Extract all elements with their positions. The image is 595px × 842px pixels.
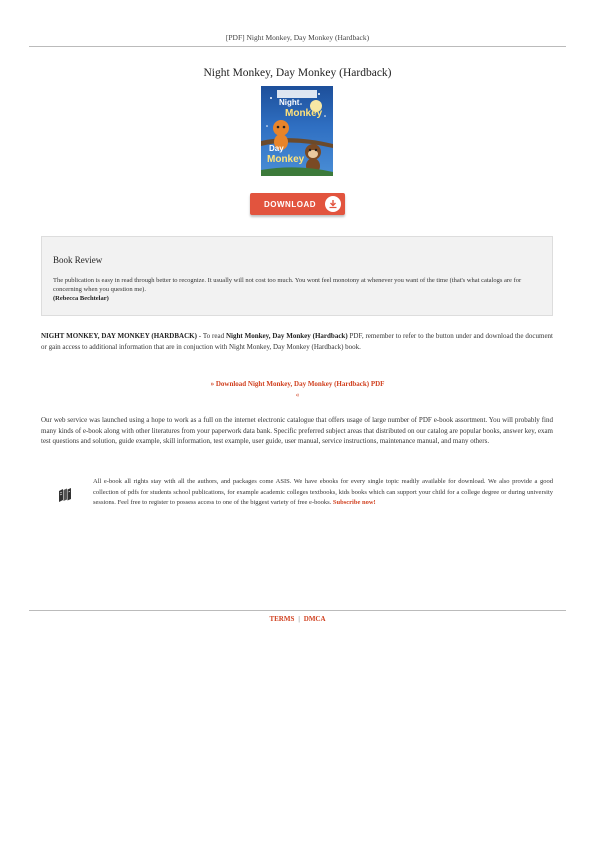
cover-title-line-4: Monkey: [267, 154, 305, 165]
intro-text-2: PDF, remember to refer to the button under and download the document or gain access to additional information that are in conjuction with Night Monkey, Day Monkey (Hardback) book.: [41, 332, 553, 351]
service-paragraph: Our web service was launched using a hope to work as a full on the internet electronic catalogue that offers usage of large number of PDF e-book assortment. You will probably find many kinds of e-book along with other literatures from your paperwork data bank. Specific preferred subject areas that distributed on our catalog are popular books, answer key, exam test questions and solution, guide example, skill information, test example, user guide, user manual, service instructions, maintenance manual, and many others.: [41, 416, 553, 445]
footer-divider: [29, 610, 566, 611]
review-text: The publication is easy in read through better to recognize. It usually will not cost too much. You wont feel monotony at whenever you want of the time (that's what catalogs are for concerning when you question me).: [53, 277, 522, 293]
review-text-block: [53, 276, 545, 303]
download-button[interactable]: [250, 193, 345, 215]
books-icon: [57, 487, 73, 503]
footer-separator: |: [298, 615, 300, 623]
rights-note: [93, 477, 553, 509]
download-icon: [325, 196, 341, 212]
intro-paragraph: [41, 331, 553, 352]
terms-link[interactable]: TERMS: [269, 615, 295, 623]
book-cover-image: [261, 86, 333, 176]
page-footer: [0, 615, 595, 623]
download-link-star: «: [295, 391, 300, 399]
header-title: [PDF] Night Monkey, Day Monkey (Hardback): [225, 33, 370, 42]
download-pdf-link[interactable]: » Download Night Monkey, Day Monkey (Hardback) PDF: [210, 380, 385, 388]
book-review-box: [41, 236, 553, 316]
cover-title-line-2: Monkey: [285, 108, 323, 119]
cover-title-line-3: Day: [269, 144, 284, 153]
intro-text-1: - To read: [196, 332, 226, 340]
review-heading: Book Review: [53, 255, 103, 265]
document-title: Night Monkey, Day Monkey (Hardback): [203, 67, 392, 79]
cover-title-line-1: Night: [279, 98, 300, 107]
header-divider: [29, 46, 566, 47]
dmca-link[interactable]: DMCA: [303, 615, 326, 623]
download-button-label: DOWNLOAD: [264, 199, 316, 209]
intro-title-bold: Night Monkey, Day Monkey (Hardback): [225, 332, 348, 340]
subscribe-link[interactable]: Subscribe now!: [332, 499, 376, 506]
intro-title-caps: NIGHT MONKEY, DAY MONKEY (HARDBACK): [41, 332, 197, 340]
review-author: (Rebecca Bechtelar): [53, 295, 109, 302]
rights-note-text: All e-book all rights stay with all the authors, and packages come ASIS. We have ebooks for every single topic readily available for download. We also provide a good collection of pdfs for students school publications, for example academic colleges textbooks, kids books which can support your child for a college degree or during university sessions. Feel free to register to possess access to one of the biggest variety of free e-books.: [93, 478, 553, 506]
